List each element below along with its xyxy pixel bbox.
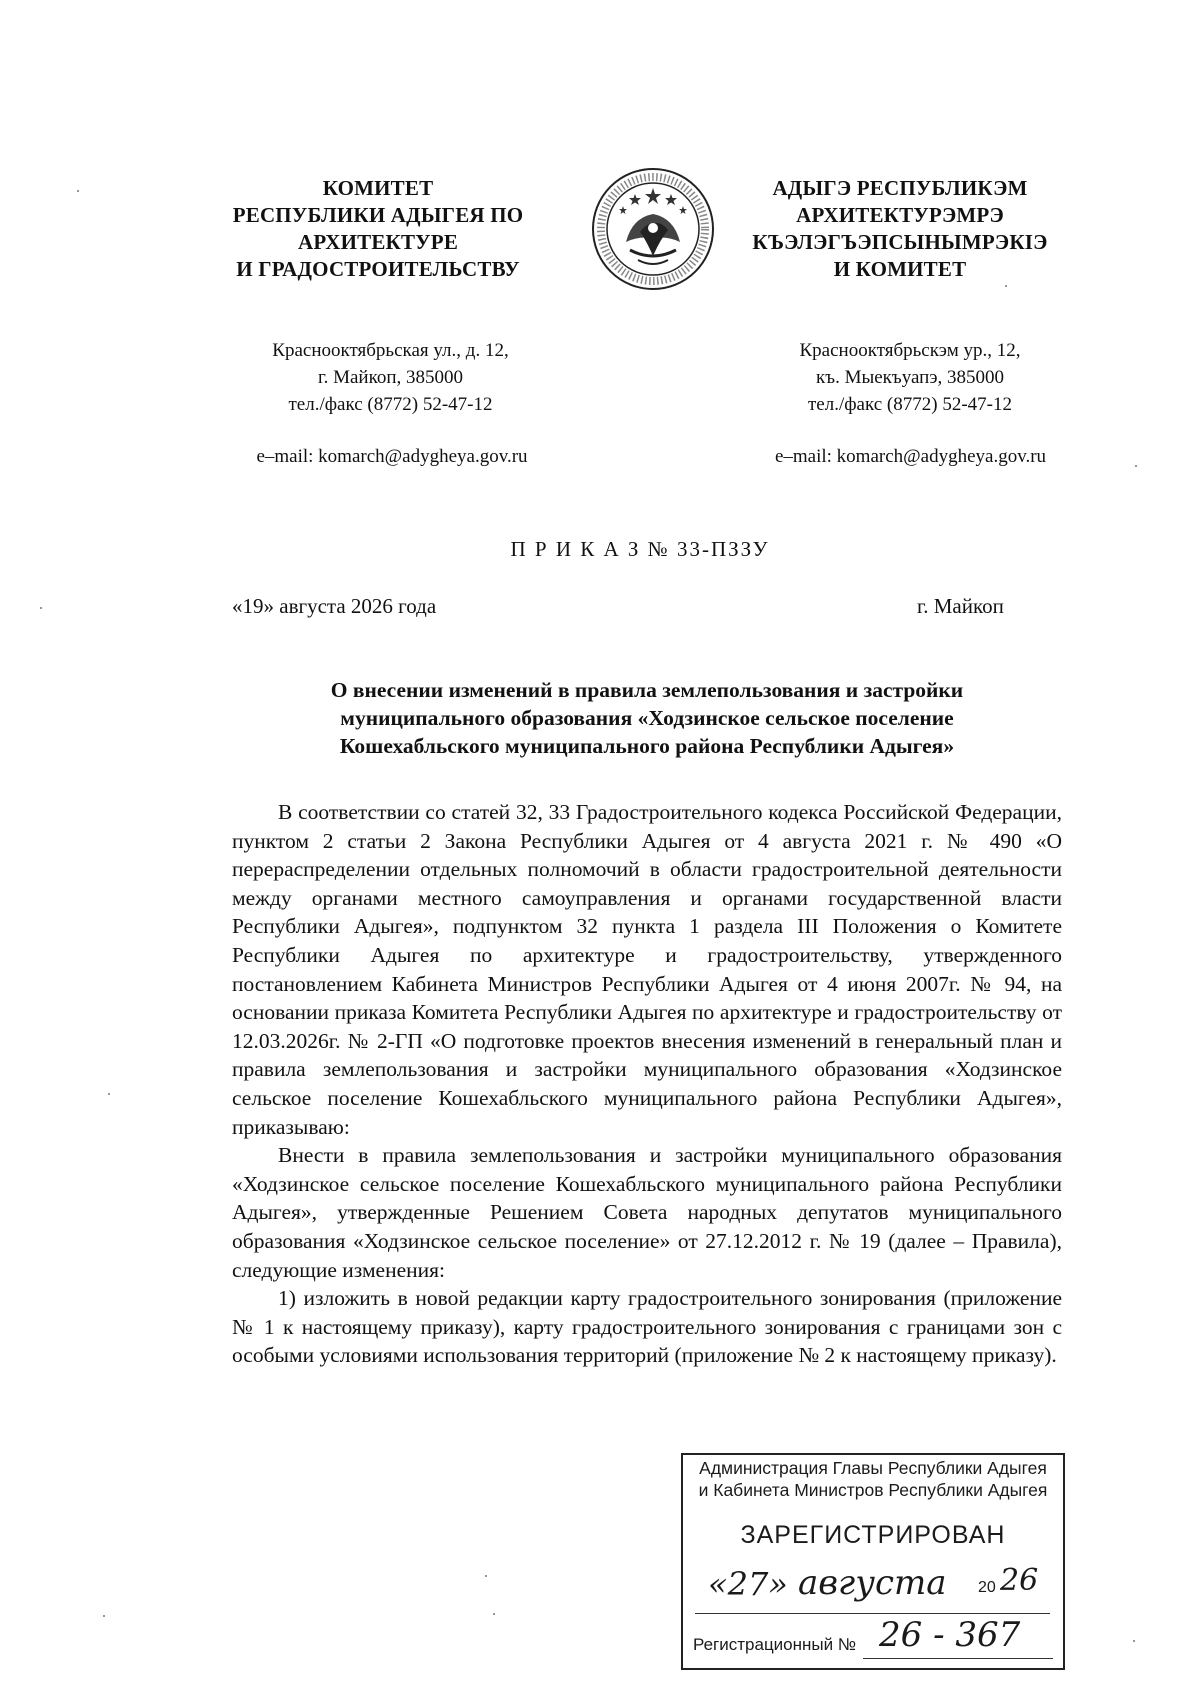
header-right-line: АРХИТЕКТУРЭМРЭ — [796, 203, 1004, 227]
body-paragraph-preamble: В соответствии со статей 32, 33 Градостроительного кодекса Российской Федерации, пунктом 2 статьи 2 Закона Республики Адыгея от 4 августа 2021 г. № 490 «О перераспределении отдельных полномочий в области градостроительной деятельности между органами местного самоуправления и органами государственной власти Республики Адыгея», подпунктом 32 пункта 1 раздела III Положения о Комитете Республики Адыгея по архитектуре и градостроительству, утвержденного постановлением Кабинета Министров Республики Адыгея от 4 июня 2007г. № 94, на основании приказа Комитета Республики Адыгея по архитектуре и градостроительству от 12.03.2026г. № 2-ГП «О подготовке проектов внесения изменений в генеральный план и правила землепользования и застройки муниципального образования «Ходзинское сельское поселение Кошехабльского муниципального района Республики Адыгея», приказываю: — [232, 800, 1062, 1139]
order-city: г. Майкоп — [917, 594, 1004, 618]
header-left-line: И ГРАДОСТРОИТЕЛЬСТВУ — [236, 257, 520, 281]
stamp-organization — [691, 1457, 1055, 1501]
body-paragraph-resolution: Внести в правила землепользования и застройки муниципального образования «Ходзинское сельское поселение Кошехабльского муниципального района Республики Адыгея», утвержденные Решением Совета народных депутатов муниципального образования «Ходзинское сельское поселение» от 27.12.2012 г. № 19 (далее – Правила), следующие изменения: — [232, 1143, 1062, 1282]
subject-line: О внесении изменений в правила землепользования и застройки — [330, 678, 964, 702]
address-left — [218, 337, 563, 418]
stamp-day: «27» — [708, 1565, 788, 1603]
scan-speck — [40, 607, 42, 609]
address-left-line: г. Майкоп, 385000 — [317, 367, 464, 388]
header-right-org-name — [735, 175, 1065, 283]
header-left-line: РЕСПУБЛИКИ АДЫГЕЯ ПО — [232, 203, 524, 227]
scan-speck — [485, 1575, 487, 1577]
stamp-year-prefix: 20 — [978, 1579, 996, 1596]
address-left-line: Краснооктябрьская ул., д. 12, — [272, 340, 509, 361]
address-right-line: Краснооктябрьскэм ур., 12, — [799, 340, 1021, 361]
email-left: e–mail: komarch@adygheya.gov.ru — [256, 446, 528, 467]
order-title: П Р И К А З № 33-ПЗЗУ — [510, 537, 770, 561]
address-left-line: тел./факс (8772) 52-47-12 — [288, 394, 493, 415]
scan-speck — [77, 190, 79, 192]
email-right: e–mail: komarch@adygheya.gov.ru — [774, 446, 1047, 467]
header-right-line: И КОМИТЕТ — [833, 257, 967, 281]
order-date: «19» августа 2026 года — [232, 594, 437, 618]
subject-line: Кошехабльского муниципального района Республики Адыгея» — [339, 734, 955, 758]
stamp-year-suffix: 26 — [1000, 1563, 1039, 1598]
scan-speck — [108, 1093, 110, 1095]
scan-speck — [493, 1613, 495, 1615]
scan-speck — [103, 1615, 105, 1617]
stamp-reg-underline — [863, 1658, 1053, 1659]
stamp-date — [693, 1563, 1053, 1611]
address-right-line: тел./факс (8772) 52-47-12 — [808, 394, 1012, 415]
header-left-line: АРХИТЕКТУРЕ — [297, 230, 459, 254]
header-left-line: КОМИТЕТ — [322, 176, 434, 200]
scan-speck — [1135, 465, 1137, 467]
body-paragraph-item-1: 1) изложить в новой редакции карту градостроительного зонирования (приложение № 1 к настоящему приказу), карту градостроительного зонирования с границами зон с особыми условиями использования территорий (приложение № 2 к настоящему приказу). — [232, 1286, 1062, 1368]
stamp-reg-label: Регистрационный № — [693, 1635, 857, 1654]
adygea-coat-of-arms-icon — [590, 166, 716, 292]
order-subject — [232, 676, 1062, 760]
subject-line: муниципального образования «Ходзинское сельское поселение — [340, 706, 954, 730]
stamp-reg-number: 26 - 367 — [879, 1615, 1021, 1655]
stamp-status: ЗАРЕГИСТРИРОВАН — [740, 1521, 1006, 1549]
address-right-line: къ. Мыекъуапэ, 385000 — [816, 367, 1004, 388]
address-right — [740, 337, 1080, 418]
order-body — [232, 798, 1062, 1370]
scan-speck — [1133, 1640, 1135, 1642]
header-right-line: КЪЭЛЭГЪЭПСЫНЫМРЭКIЭ — [752, 230, 1048, 254]
header-left-org-name — [218, 175, 538, 283]
stamp-org-line: Администрация Главы Республики Адыгея — [699, 1458, 1047, 1478]
stamp-month: августа — [798, 1563, 947, 1603]
registration-stamp — [681, 1453, 1065, 1670]
scan-speck — [1005, 285, 1007, 287]
stamp-date-underline — [695, 1613, 1050, 1614]
header-right-line: АДЫГЭ РЕСПУБЛИКЭМ — [772, 176, 1028, 200]
stamp-org-line: и Кабинета Министров Республики Адыгея — [698, 1480, 1048, 1500]
